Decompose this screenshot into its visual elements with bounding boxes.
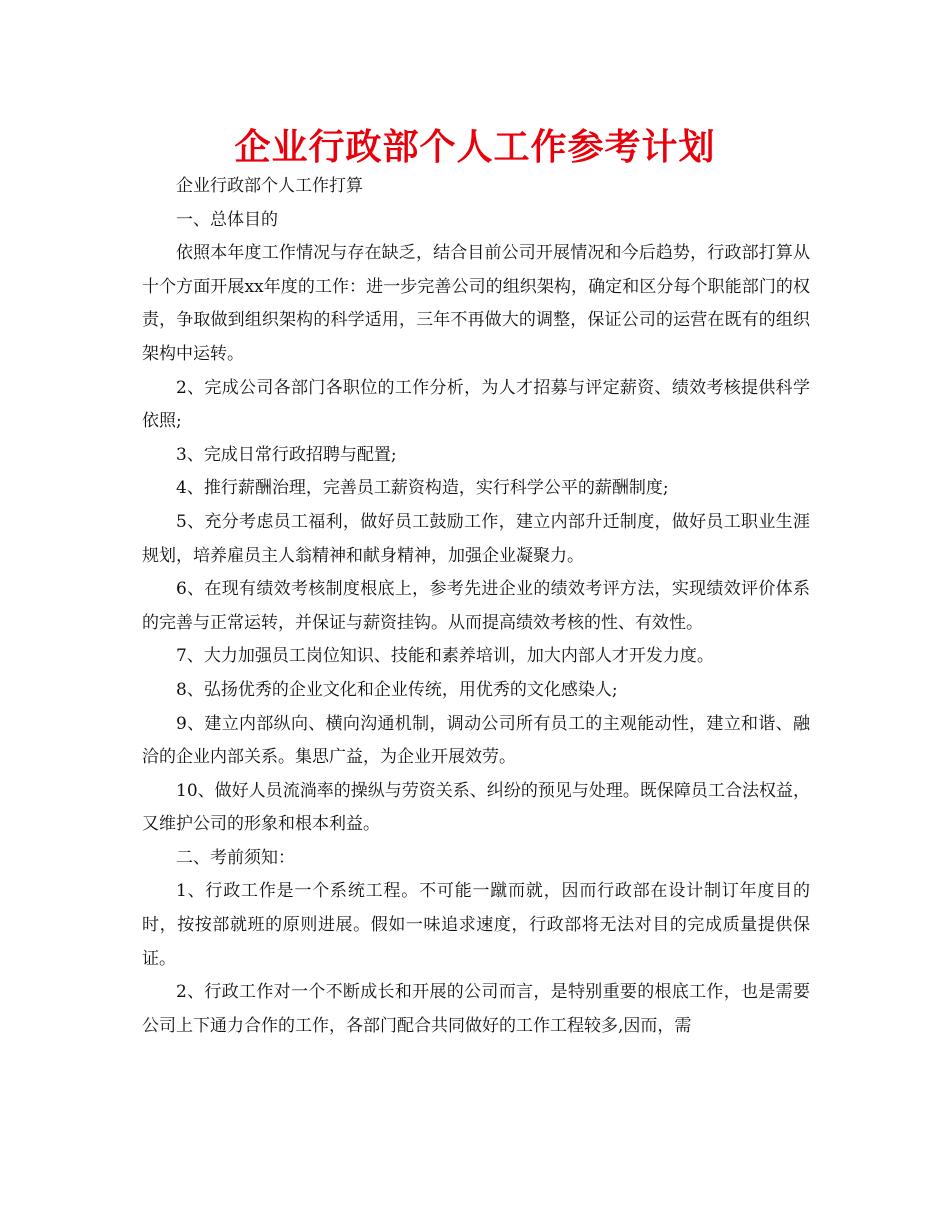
- paragraph-item-1: 依照本年度工作情况与存在缺乏，结合目前公司开展情况和今后趋势，行政部打算从十个方面开展xx年度的工作：进一步完善公司的组织架构，确定和区分每个职能部门的权责，争取做到组织架构的科学适用，三年不再做大的调整，保证公司的运营在既有的组织架构中运转。: [142, 243, 810, 364]
- paragraph-section-1-heading: 一、总体目的: [176, 209, 278, 230]
- paragraph-item-5: 5、充分考虑员工福利，做好员工鼓励工作，建立内部升迁制度，做好员工职业生涯规划，培养雇员主人翁精神和献身精神，加强企业凝聚力。: [142, 511, 810, 566]
- paragraph-item-10: 10、做好人员流淌率的操纵与劳资关系、纠纷的预见与处理。既保障员工合法权益，又维护公司的形象和根本利益。: [142, 780, 810, 835]
- paragraph-note-1: 1、行政工作是一个系统工程。不可能一蹴而就，因而行政部在设计制订年度目的时，按按部就班的原则进展。假如一味追求速度，行政部将无法对目的完成质量提供保证。: [142, 881, 810, 969]
- paragraph-item-7: 7、大力加强员工岗位知识、技能和素养培训，加大内部人才开发力度。: [176, 646, 714, 667]
- paragraph-item-4: 4、推行薪酬治理，完善员工薪资构造，实行科学公平的薪酬制度;: [176, 478, 669, 499]
- paragraph-item-9: 9、建立内部纵向、横向沟通机制，调动公司所有员工的主观能动性，建立和谐、融洽的企业内部关系。集思广益，为企业开展效劳。: [142, 713, 810, 768]
- document-body: [142, 170, 810, 1043]
- paragraph-note-2: 2、行政工作对一个不断成长和开展的公司而言，是特别重要的根底工作，也是需要公司上下通力合作的工作，各部门配合共同做好的工作工程较多,因而，需: [142, 982, 810, 1036]
- paragraph-plan-heading: 企业行政部个人工作打算: [176, 176, 363, 196]
- paragraph-item-2: 2、完成公司各部门各职位的工作分析，为人才招募与评定薪资、绩效考核提供科学依照;: [142, 377, 810, 432]
- document-title: 企业行政部个人工作参考计划: [234, 127, 716, 168]
- paragraph-item-6: 6、在现有绩效考核制度根底上，参考先进企业的绩效考评方法，实现绩效评价体系的完善与正常运转，并保证与薪资挂钩。从而提高绩效考核的性、有效性。: [142, 579, 810, 633]
- paragraph-section-2-heading: 二、考前须知：: [176, 847, 295, 868]
- paragraph-item-3: 3、完成日常行政招聘与配置;: [176, 444, 397, 465]
- paragraph-item-8: 8、弘扬优秀的企业文化和企业传统，用优秀的文化感染人;: [176, 679, 618, 700]
